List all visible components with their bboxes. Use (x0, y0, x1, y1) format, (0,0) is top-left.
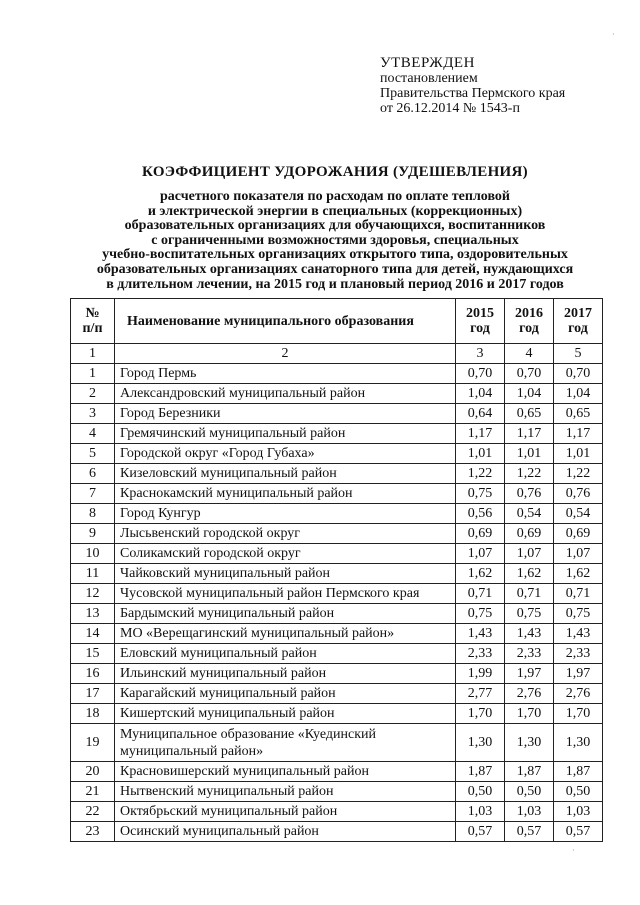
row-name: Красновишерский муниципальный район (115, 762, 456, 782)
header-year-unit: год (470, 321, 490, 336)
coefficient-table (70, 298, 603, 842)
value-2016: 1,62 (505, 564, 554, 584)
approval-line: постановлением (380, 71, 478, 86)
value-2016: 0,65 (505, 404, 554, 424)
row-name: Лысьвенский городской округ (115, 524, 456, 544)
row-number: 19 (71, 724, 115, 762)
value-2017: 2,33 (554, 644, 603, 664)
value-2017: 1,30 (554, 724, 603, 762)
value-2016: 1,70 (505, 704, 554, 724)
table-row (71, 504, 603, 524)
value-2015: 0,70 (456, 364, 505, 384)
value-2017: 0,76 (554, 484, 603, 504)
subtitle-line: образовательных организациях для обучающихся, воспитанников (124, 218, 546, 234)
row-name: Город Березники (115, 404, 456, 424)
header-year: 2016 (515, 306, 543, 321)
row-number: 17 (71, 684, 115, 704)
value-2016: 1,07 (505, 544, 554, 564)
value-2017: 1,70 (554, 704, 603, 724)
value-2016: 2,76 (505, 684, 554, 704)
value-2017: 1,01 (554, 444, 603, 464)
value-2015: 1,99 (456, 664, 505, 684)
row-number: 9 (71, 524, 115, 544)
value-2017: 0,70 (554, 364, 603, 384)
table-row (71, 822, 603, 842)
value-2016: 0,75 (505, 604, 554, 624)
row-number: 5 (71, 444, 115, 464)
row-number: 12 (71, 584, 115, 604)
value-2017: 1,62 (554, 564, 603, 584)
row-name: Октябрьский муниципальный район (115, 802, 456, 822)
value-2015: 0,57 (456, 822, 505, 842)
header-year-unit: год (568, 321, 588, 336)
row-number: 22 (71, 802, 115, 822)
value-2015: 1,01 (456, 444, 505, 464)
value-2017: 0,54 (554, 504, 603, 524)
header-2015 (456, 299, 505, 344)
row-number: 3 (71, 404, 115, 424)
row-number: 14 (71, 624, 115, 644)
value-2017: 1,22 (554, 464, 603, 484)
subtitle-line: с ограниченными возможностями здоровья, специальных (151, 232, 519, 248)
approval-stamp: УТВЕРЖДЕН (380, 55, 475, 71)
table-row (71, 604, 603, 624)
value-2017: 1,04 (554, 384, 603, 404)
value-2015: 1,22 (456, 464, 505, 484)
value-2017: 1,07 (554, 544, 603, 564)
value-2016: 0,71 (505, 584, 554, 604)
approval-line: от 26.12.2014 № 1543-п (380, 101, 520, 116)
table-row (71, 424, 603, 444)
row-name: Александровский муниципальный район (115, 384, 456, 404)
value-2017: 1,97 (554, 664, 603, 684)
row-name: Муниципальное образование «Куединский муниципальный район» (115, 724, 456, 762)
row-name: Кишертский муниципальный район (115, 704, 456, 724)
table-row (71, 762, 603, 782)
value-2015: 1,30 (456, 724, 505, 762)
value-2015: 0,75 (456, 484, 505, 504)
table-row (71, 544, 603, 564)
header-2017 (554, 299, 603, 344)
value-2016: 0,54 (505, 504, 554, 524)
value-2017: 0,71 (554, 584, 603, 604)
value-2017: 2,76 (554, 684, 603, 704)
row-name: Еловский муниципальный район (115, 644, 456, 664)
table-row (71, 384, 603, 404)
row-number: 11 (71, 564, 115, 584)
row-name: Карагайский муниципальный район (115, 684, 456, 704)
subtitle-line: расчетного показателя по расходам по оплате тепловой (160, 189, 510, 204)
value-2016: 1,97 (505, 664, 554, 684)
subtitle-line: учебно-воспитательных организациях открытого типа, оздоровительных (102, 247, 568, 263)
value-2017: 0,50 (554, 782, 603, 802)
row-name: Город Пермь (115, 364, 456, 384)
scan-speck: · (612, 30, 615, 39)
value-2015: 2,77 (456, 684, 505, 704)
document-heading (40, 164, 630, 292)
value-2015: 2,33 (456, 644, 505, 664)
value-2017: 0,57 (554, 822, 603, 842)
value-2017: 0,75 (554, 604, 603, 624)
header-year: 2015 (466, 306, 494, 321)
row-name: МО «Верещагинский муниципальный район» (115, 624, 456, 644)
value-2016: 0,69 (505, 524, 554, 544)
table-row (71, 484, 603, 504)
column-index-cell: 3 (456, 344, 505, 364)
value-2015: 0,75 (456, 604, 505, 624)
row-number: 23 (71, 822, 115, 842)
header-2016 (505, 299, 554, 344)
row-name: Ильинский муниципальный район (115, 664, 456, 684)
value-2016: 1,43 (505, 624, 554, 644)
subtitle-line: и электрической энергии в специальных (коррекционных) (147, 203, 523, 219)
row-name: Чусовской муниципальный район Пермского края (115, 584, 456, 604)
column-index-row (71, 344, 603, 364)
document-subtitle (40, 190, 630, 292)
value-2015: 0,50 (456, 782, 505, 802)
table-row (71, 584, 603, 604)
table-row (71, 364, 603, 384)
value-2017: 0,65 (554, 404, 603, 424)
table-body (71, 344, 603, 842)
value-2015: 0,71 (456, 584, 505, 604)
row-number: 16 (71, 664, 115, 684)
value-2015: 1,43 (456, 624, 505, 644)
value-2017: 1,87 (554, 762, 603, 782)
table-row (71, 782, 603, 802)
row-number: 4 (71, 424, 115, 444)
value-2015: 1,87 (456, 762, 505, 782)
value-2017: 1,43 (554, 624, 603, 644)
value-2015: 0,69 (456, 524, 505, 544)
value-2016: 1,03 (505, 802, 554, 822)
row-name: Чайковский муниципальный район (115, 564, 456, 584)
value-2016: 0,76 (505, 484, 554, 504)
table-row (71, 664, 603, 684)
row-number: 6 (71, 464, 115, 484)
column-index-cell: 1 (71, 344, 115, 364)
row-number: 7 (71, 484, 115, 504)
header-num-line: п/п (82, 321, 103, 336)
table-row (71, 524, 603, 544)
row-name: Город Кунгур (115, 504, 456, 524)
table-row (71, 464, 603, 484)
value-2015: 0,64 (456, 404, 505, 424)
row-name: Гремячинский муниципальный район (115, 424, 456, 444)
value-2016: 2,33 (505, 644, 554, 664)
row-number: 1 (71, 364, 115, 384)
table-row (71, 564, 603, 584)
row-number: 21 (71, 782, 115, 802)
table-row (71, 802, 603, 822)
table-header-row (71, 299, 603, 344)
table-row (71, 724, 603, 762)
column-index-cell: 5 (554, 344, 603, 364)
subtitle-line: образовательных организациях санаторного типа для детей, нуждающихся (96, 261, 574, 277)
approval-line: Правительства Пермского края (380, 86, 566, 101)
subtitle-line: в длительном лечении, на 2015 год и плановый период 2016 и 2017 годов (106, 276, 564, 292)
row-name: Осинский муниципальный район (115, 822, 456, 842)
row-name: Соликамский городской округ (115, 544, 456, 564)
row-name: Кизеловский муниципальный район (115, 464, 456, 484)
column-index-cell: 4 (505, 344, 554, 364)
value-2017: 0,69 (554, 524, 603, 544)
header-num-line: № (85, 306, 100, 321)
row-name: Бардымский муниципальный район (115, 604, 456, 624)
row-number: 20 (71, 762, 115, 782)
value-2015: 1,17 (456, 424, 505, 444)
value-2015: 1,03 (456, 802, 505, 822)
table-row (71, 404, 603, 424)
value-2015: 1,04 (456, 384, 505, 404)
row-number: 15 (71, 644, 115, 664)
column-index-cell: 2 (115, 344, 456, 364)
row-number: 8 (71, 504, 115, 524)
row-number: 2 (71, 384, 115, 404)
header-num (71, 299, 115, 344)
table-row (71, 684, 603, 704)
value-2015: 0,56 (456, 504, 505, 524)
row-number: 10 (71, 544, 115, 564)
header-year: 2017 (564, 306, 592, 321)
table-row (71, 644, 603, 664)
value-2017: 1,03 (554, 802, 603, 822)
value-2016: 1,04 (505, 384, 554, 404)
value-2016: 1,22 (505, 464, 554, 484)
value-2016: 1,87 (505, 762, 554, 782)
document-title: КОЭФФИЦИЕНТ УДОРОЖАНИЯ (УДЕШЕВЛЕНИЯ) (142, 164, 528, 180)
table-row (71, 624, 603, 644)
value-2015: 1,62 (456, 564, 505, 584)
value-2017: 1,17 (554, 424, 603, 444)
header-year-unit: год (519, 321, 539, 336)
row-name: Краснокамский муниципальный район (115, 484, 456, 504)
value-2016: 1,01 (505, 444, 554, 464)
row-number: 13 (71, 604, 115, 624)
value-2016: 1,17 (505, 424, 554, 444)
header-name: Наименование муниципального образования (115, 299, 456, 344)
value-2016: 0,57 (505, 822, 554, 842)
row-number: 18 (71, 704, 115, 724)
value-2016: 1,30 (505, 724, 554, 762)
scan-speck: · (572, 846, 575, 855)
table-row (71, 704, 603, 724)
table-row (71, 444, 603, 464)
row-name: Нытвенский муниципальный район (115, 782, 456, 802)
value-2015: 1,70 (456, 704, 505, 724)
value-2015: 1,07 (456, 544, 505, 564)
value-2016: 0,50 (505, 782, 554, 802)
value-2016: 0,70 (505, 364, 554, 384)
approval-block (380, 56, 630, 116)
row-name: Городской округ «Город Губаха» (115, 444, 456, 464)
